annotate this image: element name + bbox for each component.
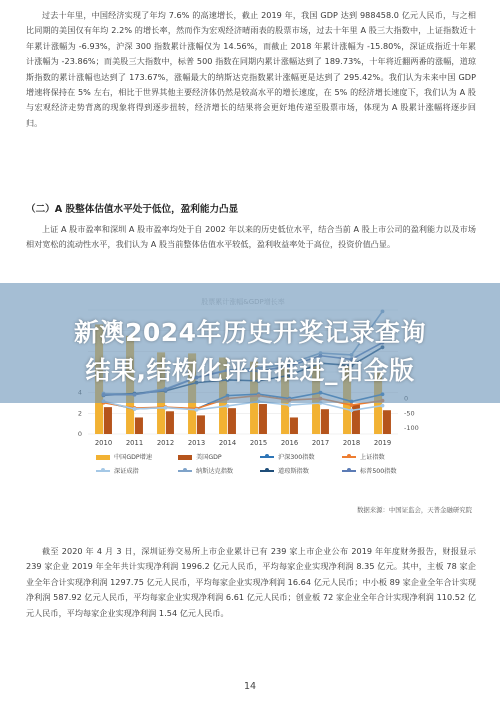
legend-label: 中国GDP增速 [114, 454, 153, 461]
x-tick-label: 2013 [187, 439, 206, 447]
legend-label: 沪深300指数 [278, 454, 315, 461]
x-tick-label: 2015 [249, 439, 268, 447]
legend-item [178, 452, 222, 461]
point-shenzhen [164, 406, 168, 410]
point-shenzhen [381, 404, 385, 408]
bar-us-gdp [104, 407, 112, 434]
legend-label: 美国GDP [196, 454, 222, 461]
x-tick-label: 2018 [342, 439, 361, 447]
bar-us-gdp [166, 411, 174, 434]
x-tick-label: 2019 [373, 439, 392, 447]
bar-us-gdp [290, 417, 298, 434]
legend-label: 标普500指数 [360, 468, 397, 475]
point-shenzhen [195, 408, 199, 412]
banner-title-line2: 结果,结构化评估推进_铂金版 [85, 356, 415, 385]
point-shenzhen [288, 403, 292, 407]
data-source-note: 数据来源：中国证监会，天普金融研究院 [356, 506, 472, 514]
left-tick-label: 0 [77, 430, 82, 438]
x-tick-label: 2014 [218, 439, 237, 447]
legend-item [342, 466, 397, 475]
legend-item [342, 452, 385, 461]
point-shenzhen [350, 408, 354, 412]
legend-item [178, 466, 233, 475]
legend-label: 上证指数 [360, 454, 385, 461]
banner-title-line1: 新澳2024年历史开奖记录查询 [73, 318, 427, 347]
bar-us-gdp [383, 410, 391, 434]
legend-swatch [260, 470, 274, 472]
legend-label: 深证成指 [114, 468, 139, 475]
legend-swatch [96, 455, 110, 460]
paragraph-szse-profits: 截至 2020 年 4 月 3 日，深圳证券交易所上市企业累计已有 239 家上市企业公布 2019 年年度财务报告，财报显示 239 家企业 2019 年全年共计实现净利润 1996.2 亿元人民币，平均每家企业实现净利润 8.35 亿元。其中，主板 78 家企业全年合计实现净利润 1297.75 亿元人民币，平均每家企业实现净利润 16.64 亿元人民币；中小板 89 家企业全年合计实现净利润 587.92 亿元人民币，平均每家企业实现净利润 6.61 亿元人民币；创业板 72 家企业全年合计实现净利润 110.52 亿元人民币，平均每家企业实现净利润 1.54 亿元人民币。 [26, 546, 476, 618]
legend-swatch [342, 456, 356, 458]
bar-us-gdp [228, 408, 236, 434]
x-tick-label: 2011 [125, 439, 144, 447]
left-tick-label: 2 [77, 409, 82, 418]
bar-us-gdp [197, 415, 205, 434]
legend-swatch [96, 470, 110, 472]
x-tick-label: 2010 [94, 439, 113, 447]
point-shanghai [350, 403, 354, 407]
legend-item [96, 466, 139, 475]
bar-us-gdp [135, 417, 143, 434]
bar-us-gdp [321, 409, 329, 434]
bar-us-gdp [259, 404, 267, 434]
right-tick-label: -100 [404, 424, 419, 433]
legend-label: 道琼斯指数 [278, 468, 309, 475]
x-tick-label: 2016 [280, 439, 299, 447]
right-tick-label: -50 [404, 409, 415, 418]
legend-item [96, 452, 152, 461]
legend-swatch [342, 470, 356, 472]
legend-item [260, 466, 309, 475]
page-number: 14 [243, 681, 257, 692]
x-tick-label: 2012 [156, 439, 175, 447]
legend-item [260, 452, 315, 461]
legend-swatch [178, 470, 192, 472]
paragraph-valuation: 上证 A 股市盈率和深圳 A 股市盈率均处于自 2002 年以来的历史低位水平，结合当前 A 股上市公司的盈利能力以及市场相对宽松的流动性水平，我们认为 A 股当前整体估值水平较低，盈利收益率处于高位，投资价值凸显。 [26, 224, 476, 250]
paragraph-gdp-vs-indices: 过去十年里，中国经济实现了年均 7.6% 的高速增长，截止 2019 年，我国 GDP 达到 988458.0 亿元人民币，与之相比同期的美国仅有年均 2.2% 的增长率，然而作为宏观经济晴雨表的股票市场，过去十年里 A 股三大指数中，上证指数近十年累计涨幅为 -6.93%，沪深 300 指数累计涨幅仅为 14.56%，而截止 2018 年累计涨幅为 -15.80%，深证成指近十年累计涨幅为 -23.86%；而美股三大指数中，标普 500 指数在同期内累计涨幅达到了 189.73%，十年将近翻两番的涨幅，道琼斯指数的累计涨幅也达到了 173.67%，涨幅最大的纳斯达克指数累计涨幅更是达到了 295.42%。我们认为未来中国 GDP 增速将保持在 5% 左右，相比于世界其他主要经济体仍然是较高水平的增长速度，在 5% 的经济增长速度下，我们认为 A 股与宏观经济走势背离的现象将得到逐步扭转，经济增长的结果将会更好地传递至股票市场，体现为 A 股累计涨幅将逐步回归。 [26, 10, 476, 128]
point-shenzhen [226, 404, 230, 408]
point-shenzhen [133, 407, 137, 411]
legend-swatch [178, 455, 192, 460]
x-tick-label: 2017 [311, 439, 330, 447]
legend-label: 纳斯达克指数 [196, 468, 234, 475]
legend-swatch [260, 456, 274, 458]
section-heading: （二）A 股整体估值水平处于低位，盈利能力凸显 [26, 204, 239, 215]
